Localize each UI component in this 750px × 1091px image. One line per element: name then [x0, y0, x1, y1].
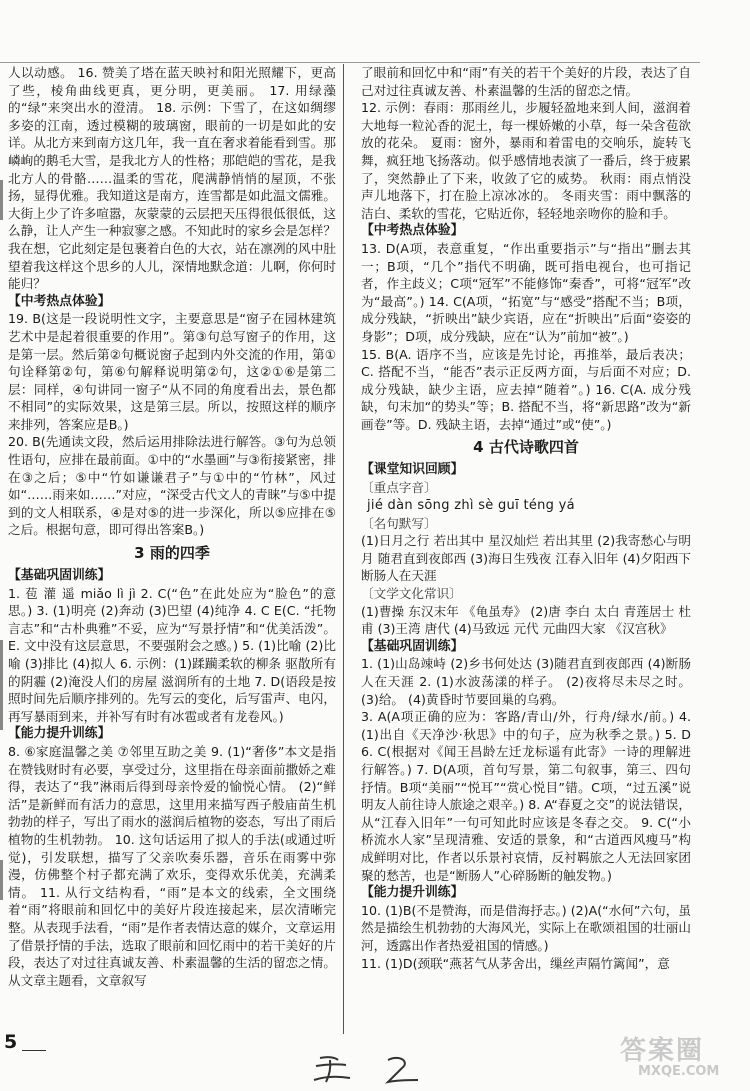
section-heading: 【基础巩固训练】: [8, 568, 111, 584]
lesson-title: 4 古代诗歌四首: [473, 438, 579, 457]
section-heading: 【能力提升训练】: [8, 726, 111, 742]
answer-paragraph: 20. B(先通读文段，然后运用排除法进行解答。③句为总领性语句，应排在最前面。①中的“水墨画”与③衔接紧密，排在③之后；⑤中“竹如谦谦君子”与①中的“竹林”，风过如“……雨来如……”对应，“深受古代文人的青睐”与⑤中提到的文人相联系，④是对⑤的进一步深化，所以⑤应排在⑤之后。根据句意，即可得出答案B。): [8, 434, 336, 538]
answer-paragraph: (1)曹操 东汉末年 《龟虽寿》 (2)唐 李白 太白 青莲居士 杜甫 (3)王湾 唐代 (4)马致远 元代 元曲四大家 《汉宫秋》: [361, 603, 691, 637]
right-column: [361, 64, 691, 972]
answer-paragraph: 1. 苞 灌 遥 miǎo lì jì 2. C(“色”在此处应为“脸色”的意思。) 3. (1)明亮 (2)奔动 (3)巴望 (4)纯净 4. C E(C. “托物言志”和“古朴典雅”不妥，应为“写景抒情”和“优美活泼”。E. 文中没有这层意思，不要强附会之感。) 5. (1)比喻 (2)比喻 (3)排比 (4)拟人 6. 示例：(1)蹂躏柔软的柳条 驱散所有的阴霾 (2)淹没人们的房屋 滋润所有的土地 7. D(语段是按照时间先后顺序排列的。先写云的变化，后写雷声、电闪，再写暴雨到来，并补写有时有冰雹或者有龙卷风。): [8, 585, 336, 724]
answer-paragraph: (1)日月之行 若出其中 星汉灿烂 若出其里 (2)我寄愁心与明月 随君直到夜郎西 (3)海日生残夜 江春入旧年 (4)夕阳西下 断肠人在天涯: [361, 533, 691, 584]
section-heading: 【基础巩固训练】: [361, 638, 464, 654]
answer-paragraph: 10. (1)B(不是赞海，而是借海抒志。) (2)A(“水何”六句，虽然是描绘生机勃勃的大海风光，实际上在歌颂祖国的壮丽山河，透露出作者热爱祖国的情感。): [361, 902, 691, 953]
handwritten-signature: [300, 1052, 440, 1088]
section-heading: 【中考热点体验】: [361, 223, 464, 239]
scan-edge-mark: [0, 180, 3, 220]
scan-edge-mark: [0, 640, 3, 730]
answer-paragraph: 人以动感。 16. 赞美了塔在蓝天映衬和阳光照耀下，更高了些，棱角曲线更真，更分明，更美丽。 17. 用绿藻的“绿”来突出水的澄清。 18. 示例：下雪了，在这如绸缪多姿的江南，透过模糊的玻璃窗，眼前的一切是如此的安详。从北方来到南方这几年，我一直在奢求着能看到雪。那嶙峋的鹅毛大雪，是我北方人的性格；那皑皑的雪花，是我北方人的骨骼……温柔的雪花，爬满静悄悄的屋顶，不张扬，显得优雅。我知道这是南方，连雪都是如此温文儒雅。大街上少了许多喧嚣，灰蒙蒙的云层把天压得很低很低，这么静，让人产生一种寂寥之感。不知此时的家乡会是怎样？我在想，它此刻定是包裹着白色的大衣，站在凛冽的风中肚望着我这样这个思乡的人儿，深情地默念道：儿啊，你何时能归？: [8, 65, 336, 292]
watermark-logo: 答案圈 MXQE.COM: [620, 1036, 720, 1079]
answer-paragraph: 8. ⑥家庭温馨之美 ⑦邻里互助之美 9. (1)“奢侈”本文是指在赞钱财时有必要，享受过分，这里指在母亲面前撒娇之难得，表达了“我”淋雨后得到母亲怜爱的愉悦心情。 (2)“鲜活”是新鲜而有活力的意思，这里用来描写西子般庙苗生机勃勃的样子，写出了雨水的滋润后植物的姿态，写出了雨后植物的生机勃勃。 10. 这句话运用了拟人的手法(或通过听觉)，引发联想，描写了父亲吹奏乐器，音乐在雨雾中弥漫，仿佛整个村子都充满了欢乐，变得欢乐优美，充满柔情。 11. 从行文结构看，“雨”是本文的线索，全文围绕着“雨”将眼前和回忆中的美好片段连接起来，层次清晰完整。从表现手法看，“雨”是作者表情达意的媒介，文章运用了借景抒情的手法，选取了眼前和回忆雨中的若干美好的片段，表达了对过往真诚友善、朴素温馨的生活的留恋之情。从文章主题看，文章叙写: [8, 743, 336, 988]
answer-paragraph: 15. B(A. 语序不当，应该是先讨论，再推举，最后表决；C. 搭配不当，“能否”表示正反两方面，与后面不对应；D. 成分残缺，缺少主语，应去掉“随着”。) 16. C(A. 成分残缺，句末加“的势头”等；B. 搭配不当，将“新思路”改为“新画卷”等。D. 残缺主语，去掉“通过”或“使”。): [361, 346, 691, 432]
section-heading: 【能力提升训练】: [361, 885, 464, 901]
answer-paragraph: 了眼前和回忆中和“雨”有关的若干个美好的片段，表达了自己对过往真诚友善、朴素温馨的生活的留恋之情。: [361, 65, 691, 98]
answer-paragraph: 3. A(A项正确的应为：客路/青山/外，行舟/绿水/前。) 4. (1)出自《天净沙·秋思》中的句子，应为秋季之景。) 5. D 6. C(根据对《闻王昌龄左迁龙标遥有此寄》一诗的理解进行解答。) 7. D(A项，首句写景，第二句叙事，第三、四句抒情。B项“美丽”“悦耳”“赏心悦目”错。C项，“过五溪”说明友人前往诗人旅途之艰辛。) 8. A“春夏之交”的说法错误，从“江春入旧年”一句可知此时应该是冬春之交。 9. C(“小桥流水人家”呈现清雅、安适的景象，和“古道西风瘦马”构成鲜明对比，作者以乐景衬哀情，反衬羁旅之人无法回家团聚的愁苦，也是“断肠人”心碎肠断的触发物。): [361, 709, 691, 883]
section-heading: 【中考热点体验】: [8, 293, 111, 309]
sub-heading: 〔重点字音〕: [361, 480, 437, 496]
answer-paragraph: 11. (1)D(颈联“燕茗气从茅舍出，缫丝声隔竹篱闻”，意: [361, 955, 670, 971]
sub-heading: 〔名句默写〕: [361, 515, 437, 531]
page-number: 5: [4, 1031, 18, 1053]
pinyin-line: jié dàn sōng zhì sè guī téng yá: [367, 497, 575, 513]
page-number-rule: [22, 1050, 46, 1051]
answer-paragraph: 19. B(这是一段说明性文字，主要意思是“窗子在园林建筑艺术中是起着很重要的作用”。第③句总写窗子的作用，这是第一层。然后第②句概说窗子起到内外交流的作用，第①句诠释第②句，第⑥句解释说明第②句，这②①⑥是第二层：同样，④句讲同一窗子“从不同的角度看出去，景色都不相同”的实际效果，这是第三层。所以，按照这样的顺序来排列，答案应是B。): [8, 311, 336, 432]
left-column: [8, 64, 336, 989]
sub-heading: 〔文学文化常识〕: [361, 586, 462, 602]
lesson-title: 3 雨的四季: [134, 544, 210, 563]
column-divider: [343, 64, 344, 1034]
scan-edge-mark: [0, 860, 3, 900]
answer-paragraph: 1. (1)山岛竦峙 (2)乡书何处达 (3)随君直到夜郎西 (4)断肠人在天涯 2. (1)水波荡漾的样子。 (2)夜将尽未尽之时。 (3)给。 (4)黄昏时节要回巢的乌鸦。: [361, 656, 691, 707]
answer-paragraph: 13. D(A项，表意重复，“作出重要指示”与“指出”删去其一；B项，“几个”指代不明确，既可指电视台，也可指记者，作主歧义；C项“冠军”不能修饰“秦香”，可将“冠军”改为“最高”。) 14. C(A项，“拓宽”与“感受”搭配不当；B项，成分残缺，“折映出”缺少宾语，应在“折映出”后面“姿姿的身影”；D项，成分残缺，应在“认为”前加“被”。): [361, 240, 691, 344]
section-heading: 【课堂知识回顾】: [361, 462, 464, 478]
answer-paragraph: 12. 示例：春雨：那雨丝儿，步履轻盈地来到人间，滋润着大地每一粒沁香的泥土，每一棵娇嫩的小草，每一朵含苞欲放的花朵。 夏雨：窗外，暴雨和着雷电的交响乐，旋转飞舞，疯狂地飞扬落动。似乎感情地表演了一番后，终于疲累了，突然静止了下来，收敛了它的威势。 秋雨：雨点悄没声儿地落下，打在脸上凉冰冰的。 冬雨夹雪：雨中飘落的洁白、柔软的雪花，它贴近你，轻轻地亲吻你的脸和手。: [361, 100, 691, 221]
header-rule: [0, 62, 700, 63]
